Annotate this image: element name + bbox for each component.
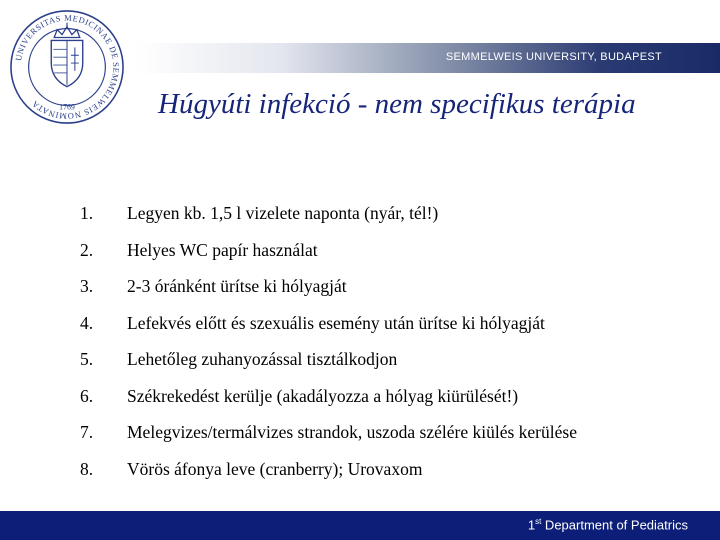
numbered-list <box>80 203 700 495</box>
list-item-number: 2. <box>80 239 94 260</box>
list-item-text: Székrekedést kerülje (akadályozza a hólyag kiürülését!) <box>127 385 519 406</box>
department-name: 1st Department of Pediatrics <box>527 517 688 533</box>
list-item-text: 2-3 óránként ürítse ki hólyagját <box>127 276 347 296</box>
top-banner <box>135 43 720 73</box>
list-item-number: 7. <box>80 422 94 442</box>
list-item <box>80 203 700 240</box>
list-item-text: Lefekvés előtt és szexuális esemény után ürítse ki hólyagját <box>127 312 545 333</box>
list-item-number: 6. <box>80 385 94 406</box>
seal-year: 1769 <box>59 102 75 112</box>
list-item-number: 4. <box>80 312 94 333</box>
university-seal-icon <box>8 8 126 126</box>
list-item <box>80 386 700 423</box>
list-item <box>80 459 700 496</box>
list-item-number: 8. <box>80 458 94 479</box>
list-item-text: Helyes WC papír használat <box>127 239 318 260</box>
list-item-text: Lehetőleg zuhanyozással tisztálkodjon <box>127 349 398 369</box>
list-item-text: Melegvizes/termálvizes strandok, uszoda szélére kiülés kerülése <box>127 422 577 442</box>
list-item-text: Legyen kb. 1,5 l vizelete naponta (nyár, tél!) <box>127 203 439 223</box>
list-item <box>80 276 700 313</box>
seal-ring-text: UNIVERSITAS MEDICINAE DE SEMMELWEIS NOMINATA <box>13 12 122 122</box>
slide-title: Húgyúti infekció - nem specifikus terápia <box>158 88 636 120</box>
list-item-text: Vörös áfonya leve (cranberry); Urovaxom <box>127 458 423 479</box>
list-item <box>80 240 700 277</box>
list-item-number: 1. <box>80 203 94 223</box>
list-item-number: 5. <box>80 349 94 369</box>
list-item <box>80 313 700 350</box>
list-item <box>80 422 700 459</box>
list-item-number: 3. <box>80 276 94 296</box>
footer-bar <box>0 511 720 540</box>
university-name: SEMMELWEIS UNIVERSITY, BUDAPEST <box>445 51 662 63</box>
list-item <box>80 349 700 386</box>
